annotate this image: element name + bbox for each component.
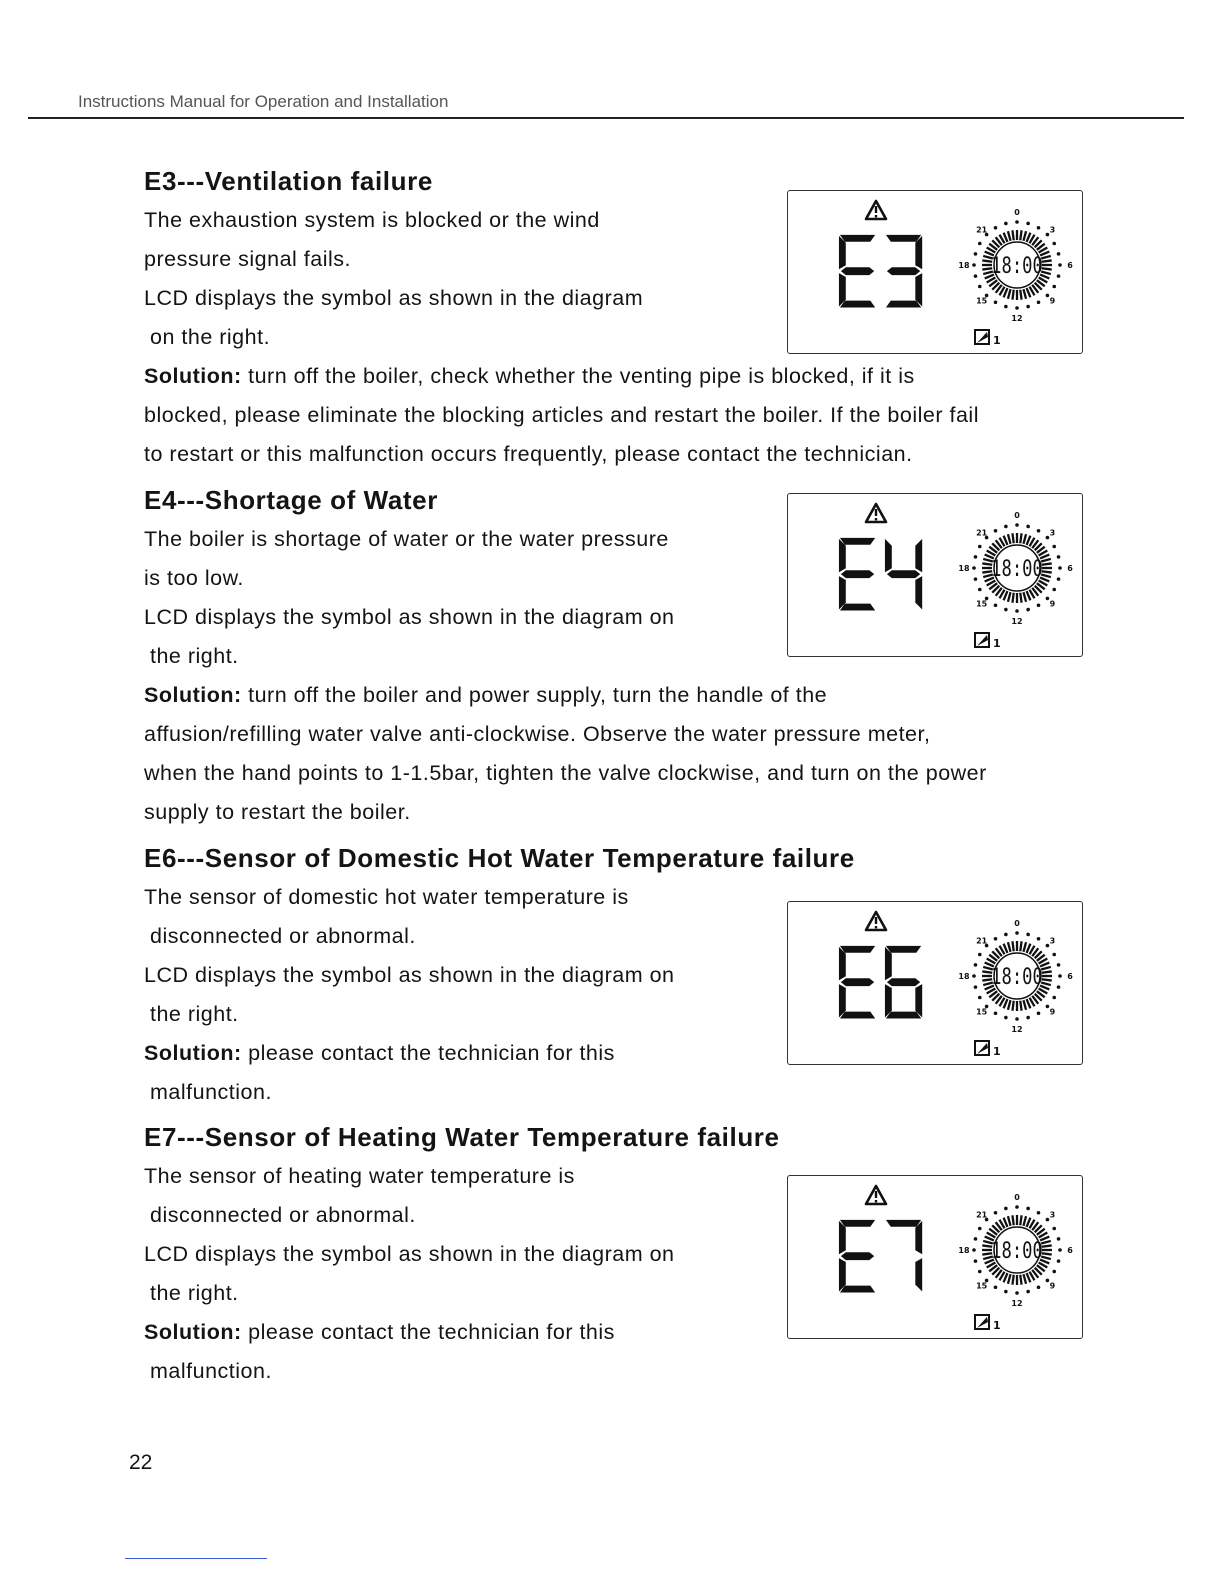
description-line: pressure signal fails. <box>144 247 351 271</box>
dial-tick <box>1023 534 1026 544</box>
dial-tick <box>1008 289 1011 299</box>
dial-dot <box>1052 242 1056 246</box>
error-code-digit <box>886 235 922 308</box>
dial-dot <box>994 1011 998 1015</box>
dial-tick <box>1042 563 1052 564</box>
dial-dot <box>1057 252 1061 256</box>
description-line: on the right. <box>150 325 271 349</box>
dial-number: 6 <box>1067 972 1073 981</box>
dial-dot <box>978 545 982 549</box>
section-title: E6---Sensor of Domestic Hot Water Temperature failure <box>144 843 855 873</box>
dial-dot <box>1004 525 1008 529</box>
dial-tick <box>1023 1274 1026 1284</box>
description-line: LCD displays the symbol as shown in the diagram on <box>144 605 675 629</box>
dial-dot <box>1004 305 1008 309</box>
dial-tick <box>1020 533 1021 543</box>
dial-dot <box>978 996 982 1000</box>
dial-dot <box>974 577 978 581</box>
description-line: The boiler is shortage of water or the water pressure <box>144 527 669 551</box>
dial-dot <box>994 937 998 941</box>
description-line: LCD displays the symbol as shown in the diagram <box>144 286 644 310</box>
solution-line: blocked, please eliminate the blocking articles and restart the boiler. If the boiler fail <box>144 403 979 427</box>
solution-text: please contact the technician for this <box>248 1041 615 1065</box>
dial-dot <box>1004 933 1008 937</box>
dial-tick <box>1020 1275 1021 1285</box>
dial-dot <box>1052 588 1056 592</box>
dial-tick <box>1008 231 1011 241</box>
solution-line <box>144 676 1094 715</box>
dial-tick <box>1042 979 1052 980</box>
dial-dot <box>1015 1291 1019 1295</box>
description-line: The sensor of domestic hot water temperature is <box>144 885 629 909</box>
dial-tick <box>1012 941 1013 951</box>
dial-tick <box>1012 1275 1013 1285</box>
description-line: is too low. <box>144 566 244 590</box>
description-line: The sensor of heating water temperature is <box>144 1164 575 1188</box>
dial-tick <box>1008 592 1011 602</box>
dial-number: 15 <box>976 599 988 609</box>
program-number: 1 <box>993 637 1001 650</box>
dial-dot <box>1052 996 1056 1000</box>
solution-label: Solution: <box>144 683 242 707</box>
dial-dot <box>994 529 998 533</box>
dial-number: 0 <box>1014 511 1020 520</box>
dial-dot <box>1052 285 1056 289</box>
dial-tick <box>1020 1001 1021 1011</box>
solution-line: malfunction. <box>150 1359 272 1383</box>
solution-text: please contact the technician for this <box>248 1320 615 1344</box>
dial-dot <box>1026 608 1030 612</box>
dial-number: 0 <box>1014 1193 1020 1202</box>
clock-time: 18:00 <box>991 1237 1043 1264</box>
error-code-display <box>839 946 922 1019</box>
dial-dot <box>1057 985 1061 989</box>
dial-number: 9 <box>1049 296 1056 306</box>
dial-dot <box>1052 1270 1056 1274</box>
dial-number: 15 <box>976 296 988 306</box>
dial-dot <box>994 226 998 230</box>
dial-number: 15 <box>976 1007 988 1017</box>
dial-tick <box>1020 1215 1021 1225</box>
error-code-display <box>839 235 922 308</box>
dial-dot <box>1004 1290 1008 1294</box>
error-code-display <box>839 538 922 611</box>
section-title: E7---Sensor of Heating Water Temperature failure <box>144 1122 780 1152</box>
dial-dot <box>1026 1290 1030 1294</box>
dial-number: 6 <box>1067 564 1073 573</box>
dial-tick <box>1008 1000 1011 1010</box>
solution-line: affusion/refilling water valve anti-clockwise. Observe the water pressure meter, <box>144 722 931 746</box>
dial-dot <box>974 963 978 967</box>
program-number: 1 <box>993 334 1001 347</box>
clock-time: 18:00 <box>991 963 1043 990</box>
solution-line: when the hand points to 1-1.5bar, tighten the valve clockwise, and turn on the power <box>144 761 987 785</box>
dial-number: 3 <box>1049 1210 1056 1220</box>
dial-number: 3 <box>1049 936 1056 946</box>
dial-dot <box>1057 274 1061 278</box>
dial-tick <box>1023 942 1026 952</box>
dial-dot <box>974 274 978 278</box>
dial-dot <box>1004 1016 1008 1020</box>
dial-dot <box>1058 566 1062 570</box>
dial-number: 6 <box>1067 261 1073 270</box>
dial-dot <box>978 588 982 592</box>
dial-number: 21 <box>976 528 988 538</box>
dial-dot <box>978 1227 982 1231</box>
dial-tick <box>1042 268 1052 269</box>
dial-dot <box>1037 529 1041 533</box>
dial-number: 18 <box>958 1246 970 1255</box>
dial-dot <box>1057 577 1061 581</box>
dial-number: 3 <box>1049 528 1056 538</box>
description-line: disconnected or abnormal. <box>150 1203 416 1227</box>
solution-line: malfunction. <box>150 1080 272 1104</box>
dial-number: 12 <box>1011 314 1023 323</box>
dial-tick <box>1008 534 1011 544</box>
warning-icon <box>866 912 886 930</box>
dial-tick <box>1012 1215 1013 1225</box>
dial-tick <box>1042 1253 1052 1254</box>
dial-number: 3 <box>1049 225 1056 235</box>
section-title: E4---Shortage of Water <box>144 485 438 515</box>
dial-number: 9 <box>1049 1281 1056 1291</box>
dial-tick <box>1023 592 1026 602</box>
program-icon <box>975 1315 989 1329</box>
dial-dot <box>1057 963 1061 967</box>
description-line: LCD displays the symbol as shown in the diagram on <box>144 1242 675 1266</box>
header-divider <box>28 117 1184 119</box>
dial-dot <box>1004 1207 1008 1211</box>
dial-dot <box>974 1237 978 1241</box>
dial-dot <box>1037 603 1041 607</box>
dial-dot <box>974 252 978 256</box>
dial-number: 15 <box>976 1281 988 1291</box>
solution-label: Solution: <box>144 1041 242 1065</box>
error-code-digit <box>885 946 922 1019</box>
dial-tick <box>1023 1216 1026 1226</box>
dial-dot <box>1015 306 1019 310</box>
description-line: the right. <box>150 644 239 668</box>
dial-dot <box>1026 222 1030 226</box>
dial-dot <box>1026 1207 1030 1211</box>
solution-line: supply to restart the boiler. <box>144 800 411 824</box>
dial-number: 21 <box>976 225 988 235</box>
dial-dot <box>994 1285 998 1289</box>
page-number: 22 <box>129 1451 153 1474</box>
dial-tick <box>1023 1000 1026 1010</box>
dial-tick <box>1012 290 1013 300</box>
description-line: the right. <box>150 1281 239 1305</box>
clock-time: 18:00 <box>991 252 1043 279</box>
dial-dot <box>1026 933 1030 937</box>
error-code-letter <box>839 235 875 308</box>
dial-tick <box>1020 593 1021 603</box>
description-line: LCD displays the symbol as shown in the diagram on <box>144 963 675 987</box>
dial-dot <box>1058 263 1062 267</box>
footer-link-underline <box>125 1558 267 1559</box>
dial-number: 12 <box>1011 1025 1023 1034</box>
dial-dot <box>1026 305 1030 309</box>
dial-tick <box>1008 1216 1011 1226</box>
dial-tick <box>1020 290 1021 300</box>
dial-dot <box>1004 222 1008 226</box>
program-number: 1 <box>993 1045 1001 1058</box>
dial-tick <box>1020 941 1021 951</box>
error-code-letter <box>839 538 875 611</box>
dial-dot <box>994 603 998 607</box>
section-title: E3---Ventilation failure <box>144 166 433 196</box>
dial-dot <box>978 953 982 957</box>
dial-dot <box>974 985 978 989</box>
dial-dot <box>1052 1227 1056 1231</box>
dial-tick <box>1042 971 1052 972</box>
description-line: disconnected or abnormal. <box>150 924 416 948</box>
dial-dot <box>1037 300 1041 304</box>
description-line: The exhaustion system is blocked or the wind <box>144 208 600 232</box>
dial-tick <box>1012 533 1013 543</box>
dial-number: 9 <box>1049 1007 1056 1017</box>
dial-tick <box>1012 230 1013 240</box>
lcd-display-e4 <box>787 493 1083 657</box>
dial-dot <box>974 555 978 559</box>
dial-number: 0 <box>1014 208 1020 217</box>
dial-dot <box>1052 953 1056 957</box>
dial-dot <box>972 974 976 978</box>
dial-tick <box>1042 260 1052 261</box>
lcd-display-e7 <box>787 1175 1083 1339</box>
dial-dot <box>972 1248 976 1252</box>
warning-icon <box>866 504 886 522</box>
dial-dot <box>1057 1237 1061 1241</box>
dial-number: 18 <box>958 261 970 270</box>
dial-dot <box>978 1270 982 1274</box>
dial-dot <box>974 1259 978 1263</box>
page-header: Instructions Manual for Operation and Installation <box>78 92 449 111</box>
dial-number: 18 <box>958 972 970 981</box>
dial-dot <box>994 300 998 304</box>
lcd-display-e3 <box>787 190 1083 354</box>
warning-icon <box>866 201 886 219</box>
dial-dot <box>1015 931 1019 935</box>
solution-label: Solution: <box>144 1320 242 1344</box>
dial-tick <box>1012 593 1013 603</box>
solution-text: turn off the boiler, check whether the venting pipe is blocked, if it is <box>248 364 915 388</box>
dial-tick <box>1008 942 1011 952</box>
dial-dot <box>1037 1285 1041 1289</box>
error-code-letter <box>839 946 875 1019</box>
dial-tick <box>1042 571 1052 572</box>
dial-tick <box>1042 1245 1052 1246</box>
dial-dot <box>1037 1211 1041 1215</box>
dial-dot <box>1015 523 1019 527</box>
dial-dot <box>1037 1011 1041 1015</box>
dial-tick <box>1023 231 1026 241</box>
dial-dot <box>1015 1205 1019 1209</box>
dial-number: 12 <box>1011 617 1023 626</box>
dial-dot <box>1057 555 1061 559</box>
warning-icon <box>866 1186 886 1204</box>
dial-number: 21 <box>976 1210 988 1220</box>
dial-number: 9 <box>1049 599 1056 609</box>
dial-dot <box>1058 1248 1062 1252</box>
dial-dot <box>972 263 976 267</box>
program-icon <box>975 633 989 647</box>
error-code-digit <box>886 1220 922 1292</box>
dial-dot <box>1057 1259 1061 1263</box>
solution-text: turn off the boiler and power supply, turn the handle of the <box>248 683 828 707</box>
error-code-display <box>839 1220 922 1293</box>
dial-number: 6 <box>1067 1246 1073 1255</box>
dial-tick <box>1012 1001 1013 1011</box>
error-code-digit <box>885 539 922 610</box>
dial-dot <box>1037 937 1041 941</box>
dial-dot <box>994 1211 998 1215</box>
dial-dot <box>1037 226 1041 230</box>
dial-dot <box>1015 1017 1019 1021</box>
program-icon <box>975 330 989 344</box>
dial-dot <box>978 285 982 289</box>
dial-dot <box>978 242 982 246</box>
description-line: the right. <box>150 1002 239 1026</box>
dial-dot <box>1058 974 1062 978</box>
program-number: 1 <box>993 1319 1001 1332</box>
dial-dot <box>1015 609 1019 613</box>
dial-tick <box>1020 230 1021 240</box>
dial-number: 0 <box>1014 919 1020 928</box>
dial-dot <box>1004 608 1008 612</box>
program-icon <box>975 1041 989 1055</box>
dial-dot <box>1052 545 1056 549</box>
dial-number: 18 <box>958 564 970 573</box>
dial-number: 12 <box>1011 1299 1023 1308</box>
dial-dot <box>1015 220 1019 224</box>
dial-tick <box>1008 1274 1011 1284</box>
lcd-display-e6 <box>787 901 1083 1065</box>
error-code-letter <box>839 1220 875 1293</box>
dial-dot <box>1026 1016 1030 1020</box>
dial-number: 21 <box>976 936 988 946</box>
solution-line: to restart or this malfunction occurs frequently, please contact the technician. <box>144 442 913 466</box>
dial-tick <box>1023 289 1026 299</box>
dial-dot <box>1026 525 1030 529</box>
solution-label: Solution: <box>144 364 242 388</box>
clock-time: 18:00 <box>991 555 1043 582</box>
dial-dot <box>972 566 976 570</box>
solution-line <box>144 357 1094 396</box>
